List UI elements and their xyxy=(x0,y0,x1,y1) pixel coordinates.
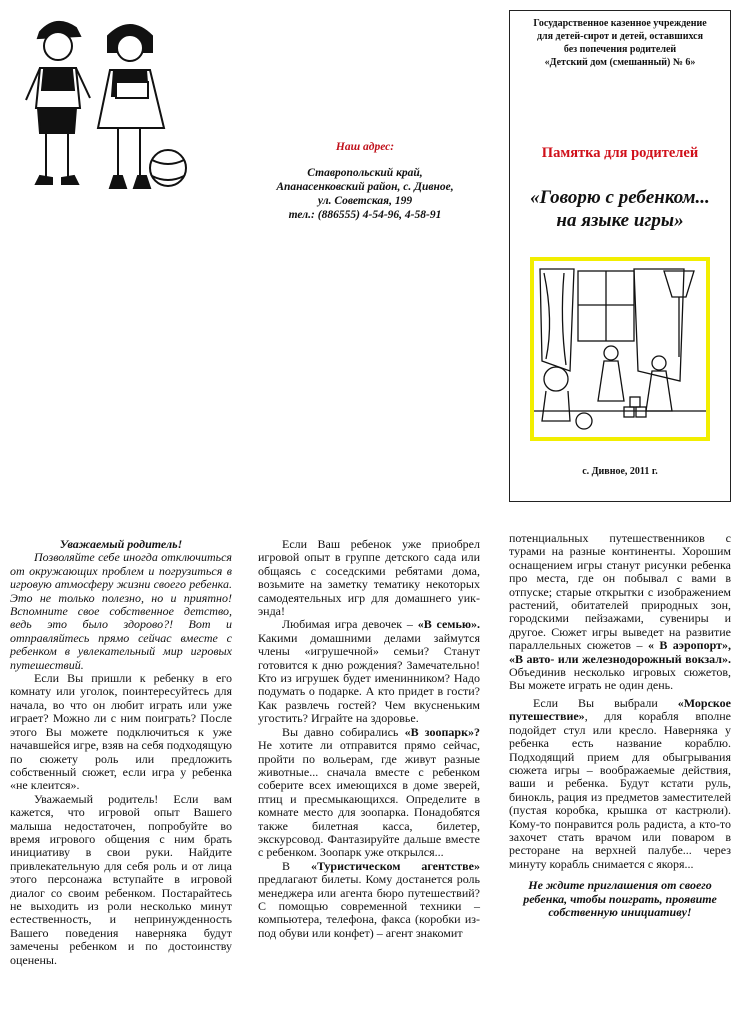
text: Объединив несколько игровых сюжетов, Вы можете играть не один день. xyxy=(509,665,731,693)
paragraph xyxy=(509,532,731,693)
phone-line: тел.: (886555) 4-54-96, 4-58-91 xyxy=(288,209,442,221)
org-line: «Детский дом (смешанный) № 6» xyxy=(544,57,696,68)
playroom-illustration xyxy=(530,257,710,441)
paragraph: Если Ваш ребенок уже приобрел игровой опыт в группе детского сада или общаясь с соседскими ребятами дома, возьмите на заметку тематику некоторых самодеятельных игр для домашнего уик-энда! xyxy=(258,537,480,619)
paragraph: Уважаемый родитель! Если вам кажется, что игровой опыт Вашего малыша недостаточен, попробуйте во время игрового общения с ним брать инициативу в свои руки. Найдите привлекательную для себя роль и от лица этого персонажа вступайте в игровой диалог со своим ребенком. Постарайтесь не выходить из роли несколько минут естественность, и непринужденность Вашего поведения наверняка будут замечены ребенком и по достоинству оценены. xyxy=(10,791,232,967)
text: Вы давно собирались xyxy=(282,724,405,739)
text-column-1 xyxy=(10,538,232,967)
game-name: « В аэропорт», «В авто- или железнодорожный вокзал». xyxy=(509,638,731,666)
text: предлагают билеты. Кому достанется роль менеджера или агента бюро путешествий? С помощью современной техники – компьютера, телефона, факса (коробки из-под обуви или конфет) – агент знакомит xyxy=(258,872,480,940)
paragraph xyxy=(258,860,480,940)
text-column-3 xyxy=(509,532,731,919)
children-illustration xyxy=(18,8,193,208)
text: В xyxy=(282,858,311,873)
cover-title-line: на языке игры» xyxy=(556,210,684,231)
city-year: с. Дивное, 2011 г. xyxy=(582,466,658,477)
address-line: Ставропольский край, xyxy=(307,167,423,179)
memo-label: Памятка для родителей xyxy=(541,145,699,161)
text-column-2 xyxy=(258,538,480,940)
closing-appeal: Не ждите приглашения от своего ребенка, чтобы поиграть, проявите собственную инициативу! xyxy=(523,878,717,919)
paragraph xyxy=(258,726,480,860)
text: Какими домашними делами займутся члены «игрушечной» семьи? Станут готовится к дню рождения? Замечательно! Кто из игрушек будет именинником? Надо подумать о подарке. А кто придет в гости? Как развлечь гостей? Чем вкусненьким угостить? Играйте на здоровье. xyxy=(258,630,480,726)
organization-name xyxy=(516,17,724,69)
paragraph xyxy=(258,618,480,725)
text: потенциальных путешественников с турами на разные континенты. Хорошим оснащением игры станут рисунки ребенка про места, где он побывал с вами в отпуске; старые открытки с изображением растений, обитателей природных зон, городскими пейзажами, сувениры и другое. Сюжет игры выведет на развитие параллельных сюжетов – xyxy=(509,531,731,653)
org-line: без попечения родителей xyxy=(563,44,677,55)
address-line: ул. Советская, 199 xyxy=(317,195,413,207)
game-name: «В семью». xyxy=(417,617,480,632)
text: Если Вы выбрали xyxy=(533,695,678,710)
org-line: для детей-сирот и детей, оставшихся xyxy=(536,31,704,42)
greeting-heading: Уважаемый родитель! xyxy=(59,537,183,551)
paragraph: Позволяйте себе иногда отключиться от окружающих проблем и погрузиться в игровую атмосферу жизни своего ребенка. Это не только полезно, но и приятно! Вспомните свое собственное детство, ведь это было здорово?! Вот и отправляйтесь прямо сейчас вместе с ребенком в увлекательный мир игровых путешествий. xyxy=(10,550,232,672)
text: Любимая игра девочек – xyxy=(282,617,418,632)
org-line: Государственное казенное учреждение xyxy=(533,18,707,29)
cover-title-line: «Говорю с ребенком... xyxy=(530,187,710,208)
text: Не хотите ли отправится прямо сейчас, пройти по вольерам, где живут разные животные... сначала вместе с ребенком соберите всех имеющихся в доме зверей, птиц и пресмыкающихся. Определите в комнате место для зоопарка. Понадобятся также билетная касса, билетер, экскурсовод. Фантазируйте дальше вместе с ребенком. Зоопарк уже открылся... xyxy=(258,738,480,860)
cover-title xyxy=(514,186,726,232)
paragraph: Если Вы пришли к ребенку в его комнату или уголок, поинтересуйтесь для начала, во что он любит играть или уже играет? Можно ли с ним поиграть? После этого Вы можете подключиться к уже начавшейся игре, взяв на себя подходящую по сюжету роль или предложить собственный сюжет, если игра у ребенка «не клеится». xyxy=(10,671,232,793)
game-name: «В зоопарк»? xyxy=(404,724,480,739)
text: , для корабля вполне подойдет стул или кресло. Наверняка у ребенка есть название кораблю. Подходящий прием для обыгрывания сюжета игры – воображаемые действия, ваши и ребенка. Будут кстати руль, бинокль, рация из предметов заместителей (пустая коробка, крышка от кастрюли). Кому-то понравится роль радиста, а кто-то захочет стать врачом или поваром в ресторане на верхней палубе... через минуту корабль снимается с якоря... xyxy=(509,709,731,871)
paragraph xyxy=(509,697,731,871)
cover-panel xyxy=(509,10,731,502)
address-block xyxy=(255,140,475,222)
game-name: «Туристическом агентстве» xyxy=(311,858,480,873)
address-line: Апанасенковский район, с. Дивное, xyxy=(276,181,454,193)
address-title: Наш адрес: xyxy=(335,141,395,153)
game-name: «Морское путешествие» xyxy=(509,695,731,724)
